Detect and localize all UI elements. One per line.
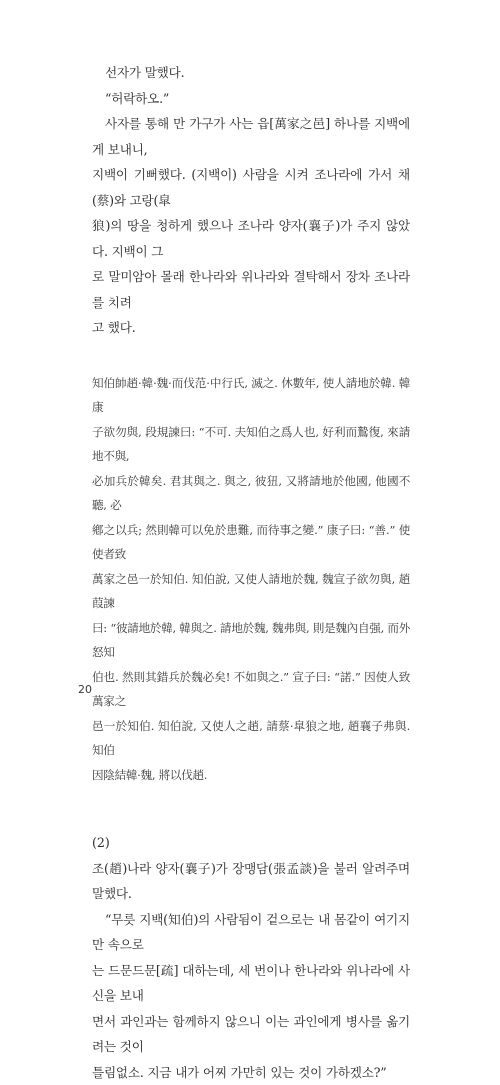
text-line: 는 드문드문[疏] 대하는데, 세 번이나 한나라와 위나라에 사신을 보내: [92, 958, 410, 1009]
classical-chinese-original: [92, 371, 410, 788]
classical-line: 子欲勿與, 段規諫曰: “不可. 夫知伯之爲人也, 好利而鷙復, 來請地不與,: [92, 420, 410, 469]
text-line: 고 했다.: [92, 315, 410, 341]
text-line: 조(趙)나라 양자(襄子)가 장맹담(張孟談)을 불러 알려주며 말했다.: [92, 856, 410, 907]
text-line: 선자가 말했다.: [92, 60, 410, 86]
text-line: 狼)의 땅을 청하게 했으나 조나라 양자(襄子)가 주지 않았다. 지백이 그: [92, 213, 410, 264]
text-line: 지백이 기뻐했다. (지백이) 사람을 시켜 조나라에 가서 채(蔡)와 고랑(皐: [92, 162, 410, 213]
page-number: 20: [78, 683, 92, 696]
classical-line: 伯也. 然則其錯兵於魏必矣! 不如與之.” 宣子曰: “諾.” 因使人致萬家之: [92, 665, 410, 714]
text-line: “허락하오.”: [92, 86, 410, 112]
text-line: 로 말미암아 몰래 한나라와 위나라와 결탁해서 장차 조나라를 치려: [92, 264, 410, 315]
classical-line: 曰: “彼請地於韓, 韓與之. 請地於魏, 魏弗與, 則是魏內自强, 而外怒知: [92, 616, 410, 665]
classical-line: 萬家之邑一於知伯. 知伯說, 又使人請地於魏, 魏宣子欲勿與, 趙葭諫: [92, 567, 410, 616]
classical-line: 邑一於知伯. 知伯說, 又使人之趙, 請蔡·皐狼之地, 趙襄子弗與. 知伯: [92, 714, 410, 763]
page-body: [92, 60, 410, 1085]
text-line: “무릇 지백(知伯)의 사람됨이 겉으로는 내 몸같이 여기지만 속으로: [92, 907, 410, 958]
text-line: 틀림없소. 지금 내가 어찌 가만히 있는 것이 가하겠소?”: [92, 1060, 410, 1085]
classical-line: 鄕之以兵; 然則韓可以免於患難, 而待事之變.” 康子曰: “善.” 使使者致: [92, 518, 410, 567]
classical-line: 知伯帥趙·韓·魏·而伐范·中行氏, 滅之. 休數年, 使人請地於韓. 韓康: [92, 371, 410, 420]
section-number: (2): [92, 830, 410, 856]
classical-line: 必加兵於韓矣. 君其與之. 與之, 彼狃, 又將請地於他國, 他國不聽, 必: [92, 469, 410, 518]
text-line: 사자를 통해 만 가구가 사는 읍[萬家之邑] 하나를 지백에게 보내니,: [92, 111, 410, 162]
translation-section-2: [92, 830, 410, 1085]
classical-line: 因陰結韓·魏, 將以伐趙.: [92, 763, 410, 788]
text-line: 면서 과인과는 함께하지 않으니 이는 과인에게 병사를 옮기려는 것이: [92, 1009, 410, 1060]
translation-section-1: [92, 60, 410, 341]
